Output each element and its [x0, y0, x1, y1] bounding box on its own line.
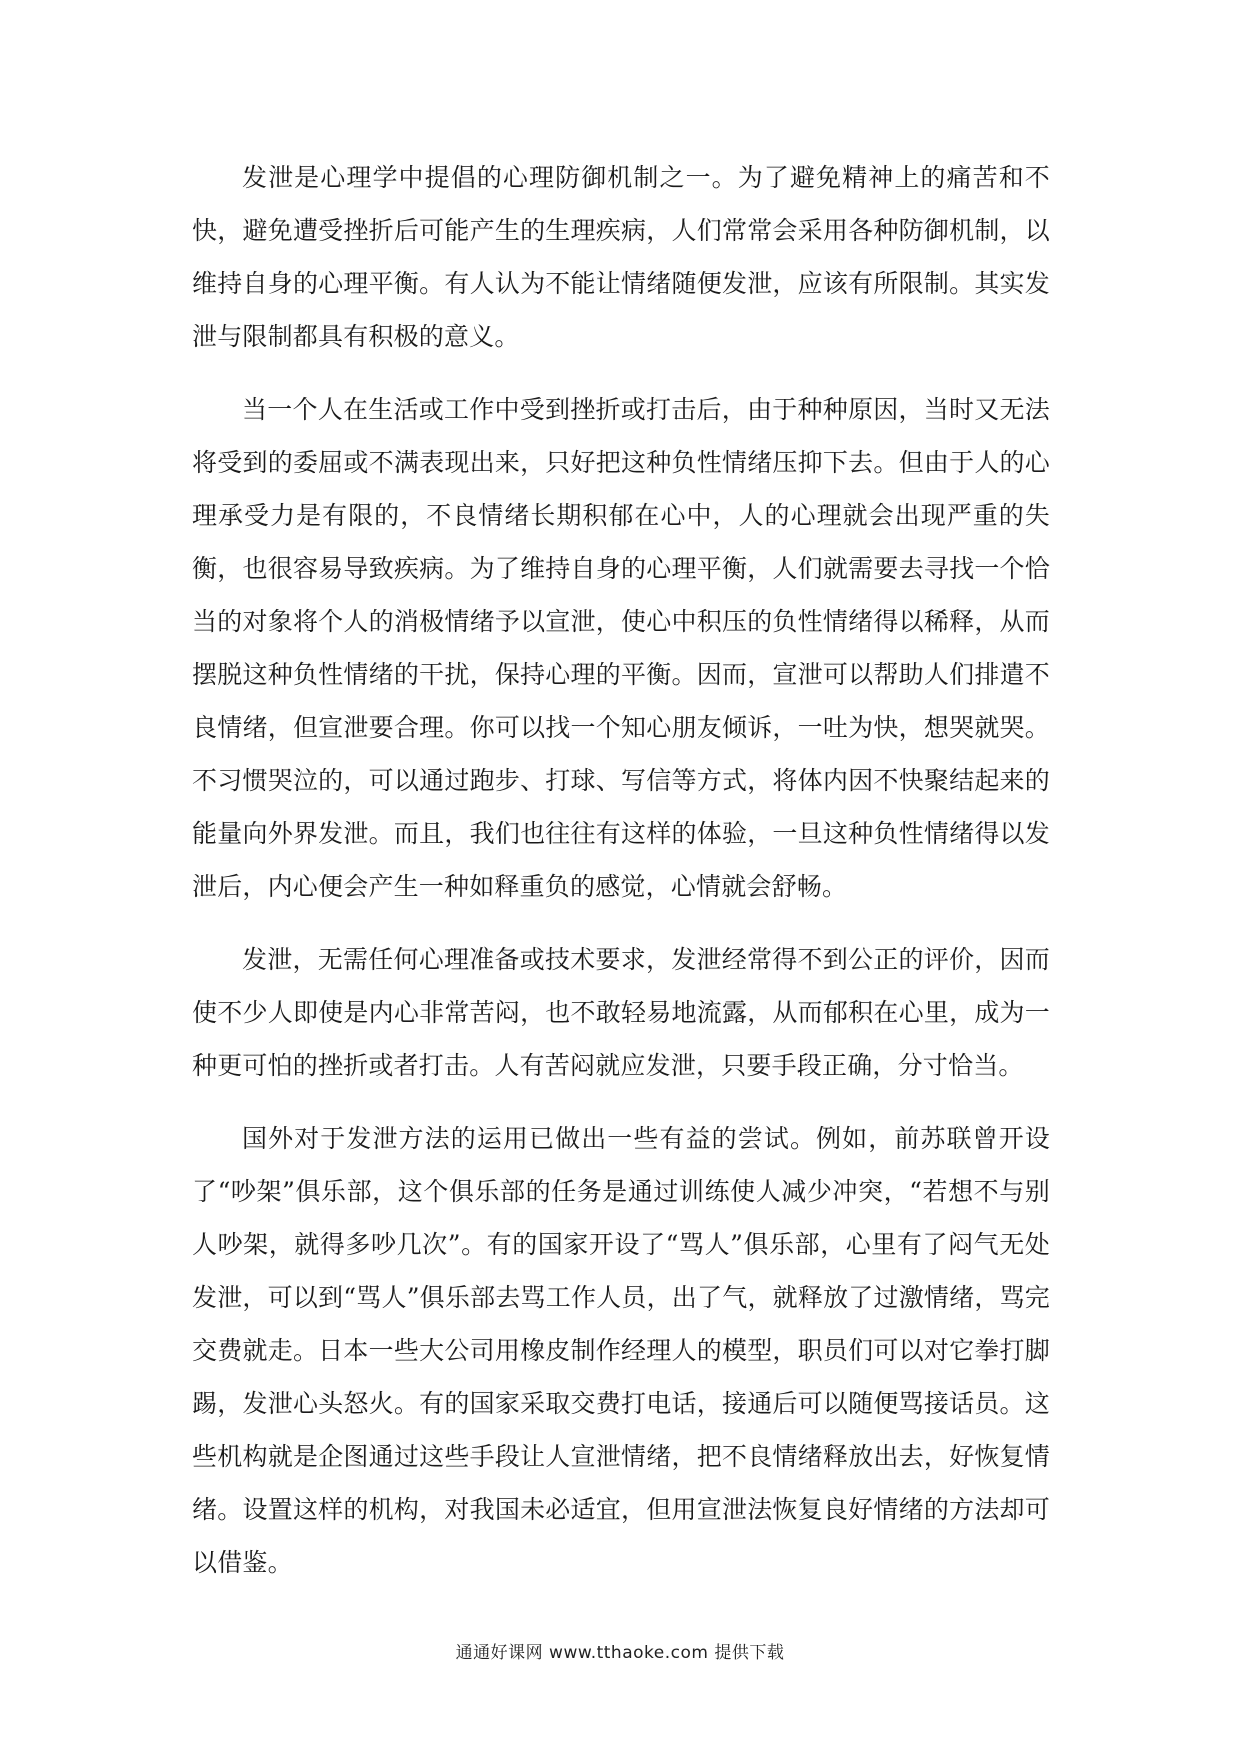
paragraph-3: 发泄，无需任何心理准备或技术要求，发泄经常得不到公正的评价，因而使不少人即使是内心非常苦闷，也不敢轻易地流露，从而郁积在心里，成为一种更可怕的挫折或者打击。人有苦闷就应发泄，只要手段正确，分寸恰当。 [192, 945, 1050, 1080]
document-body [192, 151, 1050, 1589]
paragraph-1: 发泄是心理学中提倡的心理防御机制之一。为了避免精神上的痛苦和不快，避免遭受挫折后可能产生的生理疾病，人们常常会采用各种防御机制，以维持自身的心理平衡。有人认为不能让情绪随便发泄，应该有所限制。其实发泄与限制都具有积极的意义。 [192, 163, 1050, 351]
paragraph-2: 当一个人在生活或工作中受到挫折或打击后，由于种种原因，当时又无法将受到的委屈或不满表现出来，只好把这种负性情绪压抑下去。但由于人的心理承受力是有限的，不良情绪长期积郁在心中，人的心理就会出现严重的失衡，也很容易导致疾病。为了维持自身的心理平衡，人们就需要去寻找一个恰当的对象将个人的消极情绪予以宣泄，使心中积压的负性情绪得以稀释，从而摆脱这种负性情绪的干扰，保持心理的平衡。因而，宣泄可以帮助人们排遣不良情绪，但宣泄要合理。你可以找一个知心朋友倾诉，一吐为快，想哭就哭。不习惯哭泣的，可以通过跑步、打球、写信等方式，将体内因不快聚结起来的能量向外界发泄。而且，我们也往往有这样的体验，一旦这种负性情绪得以发泄后，内心便会产生一种如释重负的感觉，心情就会舒畅。 [192, 395, 1050, 901]
paragraph-4: 国外对于发泄方法的运用已做出一些有益的尝试。例如，前苏联曾开设了“吵架”俱乐部，这个俱乐部的任务是通过训练使人减少冲突，“若想不与别人吵架，就得多吵几次”。有的国家开设了“骂人”俱乐部，心里有了闷气无处发泄，可以到“骂人”俱乐部去骂工作人员，出了气，就释放了过激情绪，骂完交费就走。日本一些大公司用橡皮制作经理人的模型，职员们可以对它拳打脚踢，发泄心头怒火。有的国家采取交费打电话，接通后可以随便骂接话员。这些机构就是企图通过这些手段让人宣泄情绪，把不良情绪释放出去，好恢复情绪。设置这样的机构，对我国未必适宜，但用宣泄法恢复良好情绪的方法却可以借鉴。 [192, 1124, 1050, 1577]
page-footer: 通通好课网 www.tthaoke.com 提供下载 [455, 1643, 785, 1663]
